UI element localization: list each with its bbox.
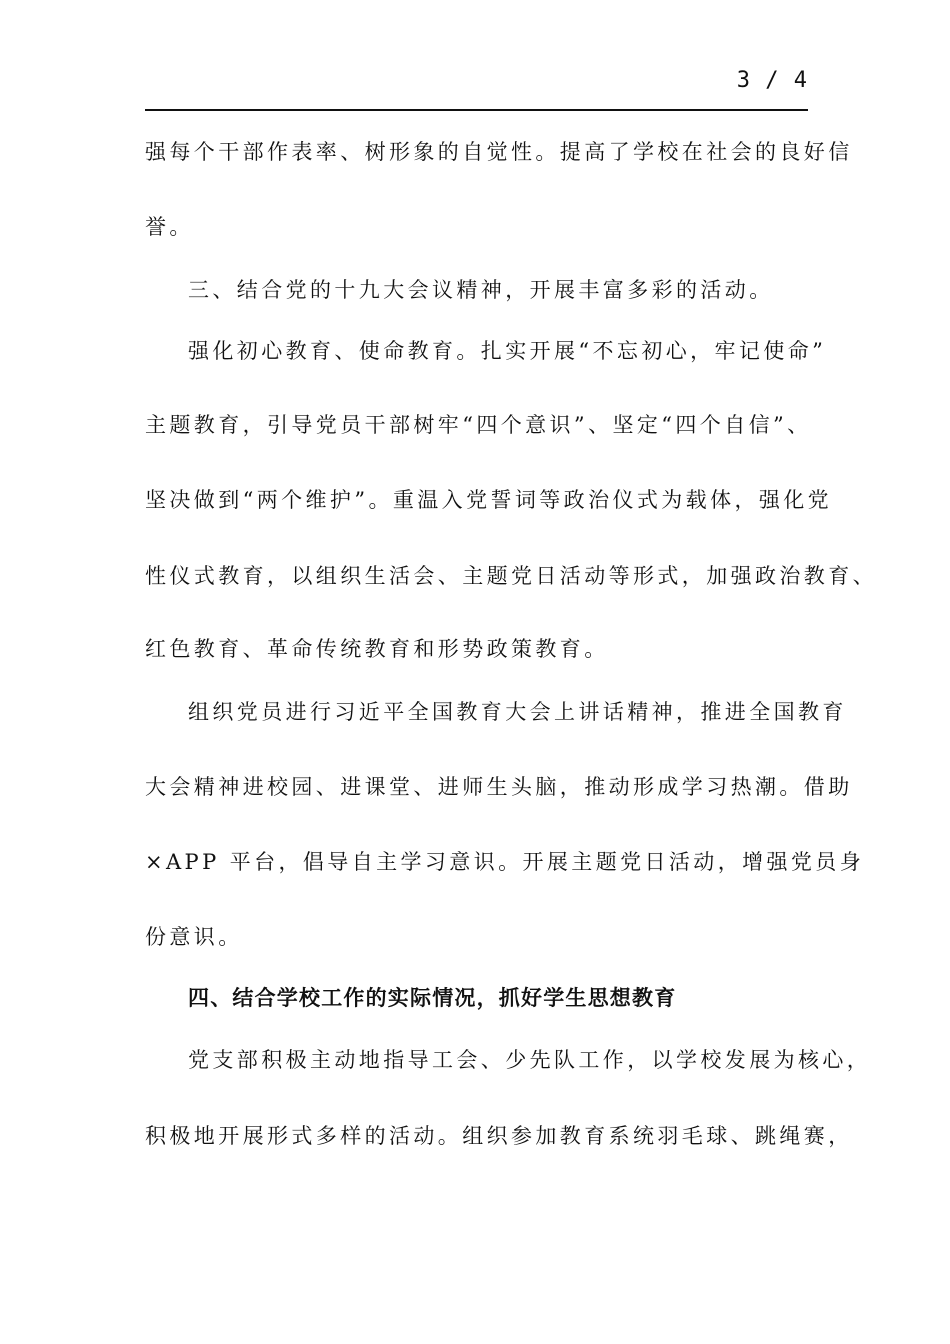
body-line: 大会精神进校园、进课堂、进师生头脑，推动形成学习热潮。借助 <box>145 775 853 799</box>
body-line: ×APP 平台，倡导自主学习意识。开展主题党日活动，增强党员身 <box>145 850 865 874</box>
body-line: 誉。 <box>145 215 194 239</box>
page-number: 3 / 4 <box>736 68 808 93</box>
section-heading-3: 三、结合党的十九大会议精神，开展丰富多彩的活动。 <box>188 278 774 302</box>
body-line: 主题教育，引导党员干部树牢“四个意识”、坚定“四个自信”、 <box>145 413 812 437</box>
body-line: 强化初心教育、使命教育。扎实开展“不忘初心，牢记使命” <box>188 339 827 363</box>
body-line: 性仪式教育，以组织生活会、主题党日活动等形式，加强政治教育、 <box>145 564 877 588</box>
header-rule <box>145 109 808 111</box>
body-line: 红色教育、革命传统教育和形势政策教育。 <box>145 637 609 661</box>
body-line: 强每个干部作表率、树形象的自觉性。提高了学校在社会的良好信 <box>145 140 853 164</box>
body-line: 份意识。 <box>145 925 243 949</box>
section-heading-4: 四、结合学校工作的实际情况，抓好学生思想教育 <box>188 986 677 1010</box>
body-line: 组织党员进行习近平全国教育大会上讲话精神，推进全国教育 <box>188 700 847 724</box>
body-line: 积极地开展形式多样的活动。组织参加教育系统羽毛球、跳绳赛， <box>145 1124 853 1148</box>
body-line: 党支部积极主动地指导工会、少先队工作，以学校发展为核心， <box>188 1048 872 1072</box>
body-line: 坚决做到“两个维护”。重温入党誓词等政治仪式为载体，强化党 <box>145 488 833 512</box>
